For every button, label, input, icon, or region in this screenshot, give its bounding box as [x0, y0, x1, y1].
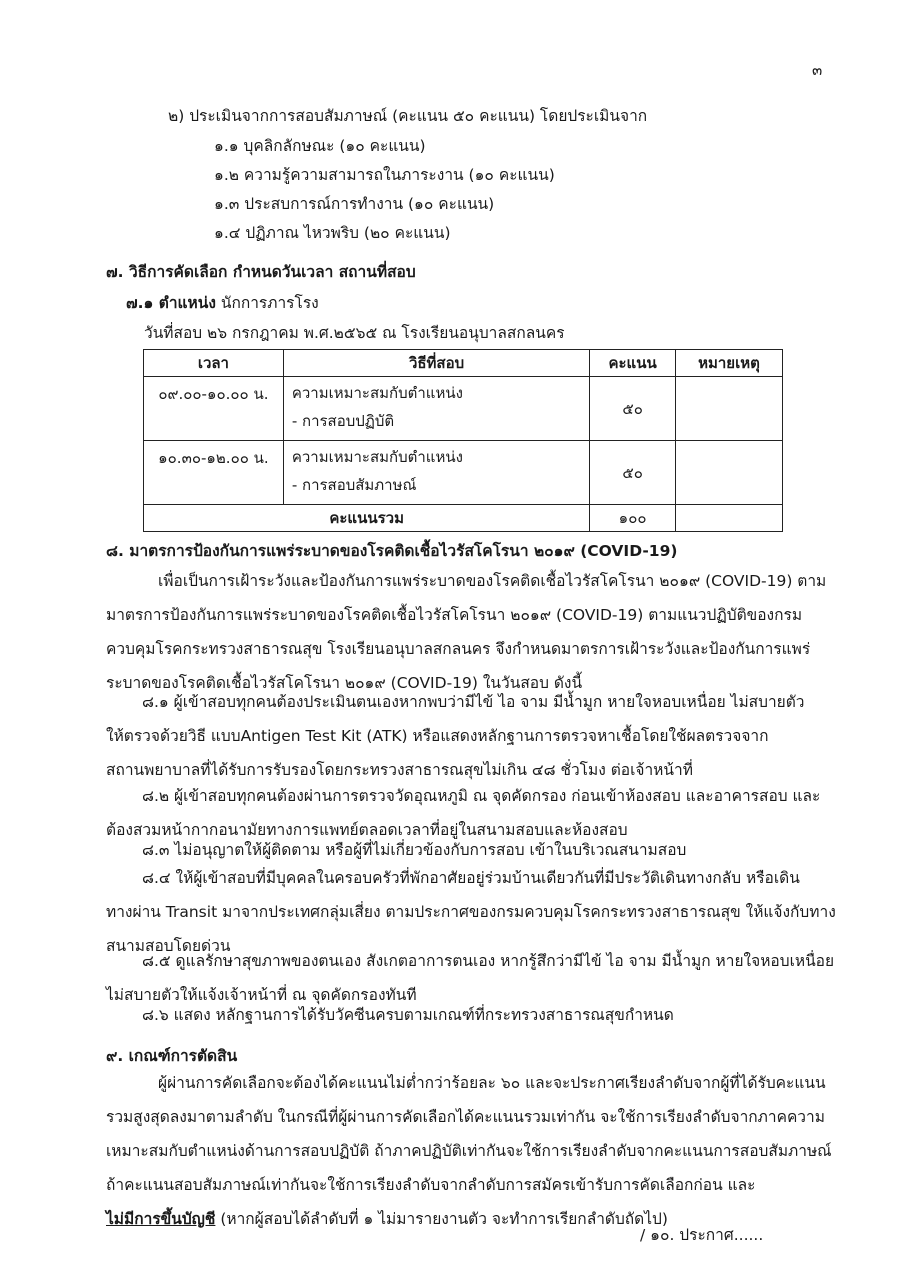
cell-note [675, 441, 782, 505]
table-total-row [144, 505, 783, 532]
method-line: - การสอบสัมภาษณ์ [291, 476, 417, 494]
section9-body [106, 1066, 832, 1236]
exam-date: วันที่สอบ ๒๖ กรกฎาคม พ.ศ.๒๕๖๕ ณ โรงเรียนอนุบาลสกลนคร [144, 324, 565, 342]
intro-line: มาตรการป้องกันการแพร่ระบาดของโรคติดเชื้อไวรัสโคโรนา ๒๐๑๙ (COVID-19) ตามแนวปฏิบัติของกรม [106, 606, 803, 624]
section2-item: ๑.๔ ปฏิภาณ ไหวพริบ (๒๐ คะแนน) [214, 224, 451, 242]
header-note: หมายเหตุ [675, 350, 782, 377]
section8-intro [106, 564, 827, 700]
position-value: นักการภารโรง [220, 294, 319, 312]
criteria-line: ถ้าคะแนนสอบสัมภาษณ์เท่ากันจะใช้การเรียงลำดับจากลำดับการสมัครเข้ารับการคัดเลือกก่อน และ [106, 1176, 756, 1194]
measure-line: ๘.๔ ให้ผู้เข้าสอบที่มีบุคคลในครอบครัวที่พักอาศัยอยู่ร่วมบ้านเดียวกันที่มีประวัติเดินทางกลับ หรือเดิน [142, 869, 800, 887]
section2-item: ๑.๒ ความรู้ความสามารถในภาระงาน (๑๐ คะแนน) [214, 166, 555, 184]
criteria-line: เหมาะสมกับตำแหน่งด้านการสอบปฏิบัติ ถ้าภาคปฏิบัติเท่ากันจะใช้การเรียงลำดับจากคะแนนการสอบสัมภาษณ์ [106, 1142, 832, 1160]
measure-line: ๘.๕ ดูแลรักษาสุขภาพของตนเอง สังเกตอาการตนเอง หากรู้สึกว่ามีไข้ ไอ จาม มีน้ำมูก หายใจหอบเหนื่อย [142, 952, 835, 970]
section7-heading: ๗. วิธีการคัดเลือก กำหนดวันเวลา สถานที่สอบ [106, 263, 416, 281]
cell-time: ๐๙.๐๐-๑๐.๐๐ น. [144, 377, 284, 441]
cell-score: ๕๐ [590, 441, 676, 505]
total-label: คะแนนรวม [144, 505, 590, 532]
position-label: ๗.๑ ตำแหน่ง [126, 294, 216, 312]
cell-score: ๕๐ [590, 377, 676, 441]
criteria-last-line-rest: (หากผู้สอบได้ลำดับที่ ๑ ไม่มารายงานตัว จะทำการเรียกลำดับถัดไป) [215, 1210, 668, 1228]
intro-line: ระบาดของโรคติดเชื้อไวรัสโคโรนา ๒๐๑๙ (COVID-19) ในวันสอบ ดังนี้ [106, 674, 583, 692]
cell-note [675, 377, 782, 441]
measure-line: ๘.๑ ผู้เข้าสอบทุกคนต้องประเมินตนเองหากพบว่ามีไข้ ไอ จาม มีน้ำมูก หายใจหอบเหนื่อย ไม่สบายตัว [142, 693, 805, 711]
criteria-line: ผู้ผ่านการคัดเลือกจะต้องได้คะแนนไม่ต่ำกว่าร้อยละ ๖๐ และจะประกาศเรียงลำดับจากผู้ที่ได้รับคะแนน [158, 1074, 826, 1092]
method-line: ความเหมาะสมกับตำแหน่ง [291, 448, 463, 466]
table-row [144, 377, 783, 441]
method-line: ความเหมาะสมกับตำแหน่ง [291, 384, 463, 402]
measure-line: ๘.๖ แสดง หลักฐานการได้รับวัคซีนครบตามเกณฑ์ที่กระทรวงสาธารณสุขกำหนด [142, 1006, 674, 1024]
section2-item: ๑.๓ ประสบการณ์การทำงาน (๑๐ คะแนน) [214, 195, 495, 213]
measure-line: ๘.๒ ผู้เข้าสอบทุกคนต้องผ่านการตรวจวัดอุณหภูมิ ณ จุดคัดกรอง ก่อนเข้าห้องสอบ และอาคารสอบ และ [142, 787, 821, 805]
table-row [144, 441, 783, 505]
header-method: วิธีที่สอบ [283, 350, 589, 377]
header-score: คะแนน [590, 350, 676, 377]
exam-schedule-table [143, 349, 783, 532]
section8-heading: ๘. มาตรการป้องกันการแพร่ระบาดของโรคติดเชื้อไวรัสโคโรนา ๒๐๑๙ (COVID-19) [106, 542, 678, 560]
position-line [126, 290, 319, 315]
table-header-row [144, 350, 783, 377]
continuation-note: / ๑๐. ประกาศ...... [640, 1226, 764, 1244]
cell-method [283, 377, 589, 441]
cell-method [283, 441, 589, 505]
no-list-notice: ไม่มีการขึ้นบัญชี [106, 1210, 216, 1228]
section9-heading: ๙. เกณฑ์การตัดสิน [106, 1047, 238, 1065]
total-value: ๑๐๐ [590, 505, 676, 532]
measure-line: สนามสอบโดยด่วน [106, 937, 231, 955]
criteria-line: รวมสูงสุดลงมาตามลำดับ ในกรณีที่ผู้ผ่านการคัดเลือกได้คะแนนรวมเท่ากัน จะใช้การเรียงลำดับจากภาคความ [106, 1108, 825, 1126]
cell-time: ๑๐.๓๐-๑๒.๐๐ น. [144, 441, 284, 505]
measure-line: ทางผ่าน Transit มาจากประเทศกลุ่มเสี่ยง ตามประกาศของกรมควบคุมโรคกระทรวงสาธารณสุข ให้แจ้งกับทาง [106, 903, 836, 921]
measure-line: ให้ตรวจด้วยวิธี แบบAntigen Test Kit (ATK) หรือแสดงหลักฐานการตรวจหาเชื้อโดยใช้ผลตรวจจาก [106, 727, 769, 745]
intro-line: ควบคุมโรคกระทรวงสาธารณสุข โรงเรียนอนุบาลสกลนคร จึงกำหนดมาตรการเฝ้าระวังและป้องกันการแพร่ [106, 640, 811, 658]
measure-8-6 [106, 998, 822, 1032]
intro-line: เพื่อเป็นการเฝ้าระวังและป้องกันการแพร่ระบาดของโรคติดเชื้อไวรัสโคโรนา ๒๐๑๙ (COVID-19) ตาม [158, 572, 827, 590]
section2-header: ๒) ประเมินจากการสอบสัมภาษณ์ (คะแนน ๕๐ คะแนน) โดยประเมินจาก [168, 107, 648, 125]
page-number: ๓ [812, 61, 823, 79]
total-note [675, 505, 782, 532]
measure-line: ๘.๓ ไม่อนุญาตให้ผู้ติดตาม หรือผู้ที่ไม่เกี่ยวข้องกับการสอบ เข้าในบริเวณสนามสอบ [142, 841, 687, 859]
measure-8-1 [106, 685, 822, 787]
measure-line: ต้องสวมหน้ากากอนามัยทางการแพทย์ตลอดเวลาที่อยู่ในสนามสอบและห้องสอบ [106, 821, 628, 839]
header-time: เวลา [144, 350, 284, 377]
section2-item: ๑.๑ บุคลิกลักษณะ (๑๐ คะแนน) [214, 137, 426, 155]
measure-line: ไม่สบายตัวให้แจ้งเจ้าหน้าที่ ณ จุดคัดกรองทันที [106, 986, 417, 1004]
method-line: - การสอบปฏิบัติ [291, 412, 395, 430]
measure-line: สถานพยาบาลที่ได้รับการรับรองโดยกระทรวงสาธารณสุขไม่เกิน ๔๘ ชั่วโมง ต่อเจ้าหน้าที่ [106, 761, 693, 779]
